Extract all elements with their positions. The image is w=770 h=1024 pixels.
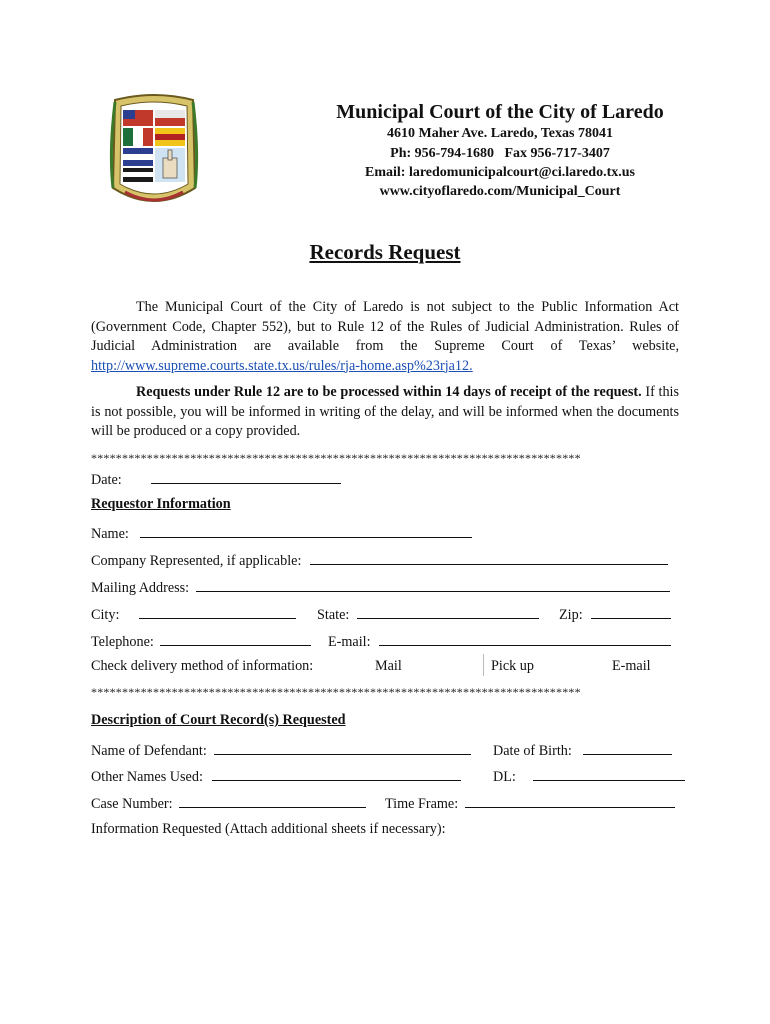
company-row [91, 550, 668, 570]
intro-text: The Municipal Court of the City of Laredo is not subject to the Public Information Act (Government Code, Chapter 552), but to Rule 12 of the Rules of Judicial Administration. Rules of Judicial Administration are available from the Supreme Court of Texas’ website, [91, 299, 679, 354]
mailing-row [91, 577, 670, 597]
records-heading: Description of Court Record(s) Requested [91, 712, 346, 728]
dob-label: Date of Birth: [493, 743, 572, 759]
state-field[interactable] [357, 604, 539, 619]
state-row [317, 604, 539, 624]
court-website: www.cityoflaredo.com/Municipal_Court [379, 184, 621, 199]
separator-line-2: ******************************************************************************* [91, 685, 581, 699]
notice-rest: If this is not possible, you will be informed in writing of the delay, and will be informed when the documents will be produced or a copy provided. [91, 384, 680, 439]
intro-paragraph [91, 298, 679, 376]
date-field[interactable] [151, 469, 341, 484]
zip-label: Zip: [559, 607, 583, 623]
mailing-label: Mailing Address: [91, 580, 190, 596]
name-row [91, 523, 472, 543]
email-row [328, 631, 671, 651]
telephone-row [91, 631, 311, 651]
court-name: Municipal Court of the City of Laredo [336, 101, 664, 123]
city-label: City: [91, 607, 120, 623]
court-address: 4610 Maher Ave. Laredo, Texas 78041 [387, 126, 613, 141]
dl-label: DL: [493, 769, 516, 785]
date-label: Date: [91, 472, 122, 488]
notice-paragraph [91, 383, 679, 442]
email-label: E-mail: [328, 634, 371, 650]
requestor-heading: Requestor Information [91, 496, 231, 512]
court-email: Email: laredomunicipalcourt@ci.laredo.tx.us [365, 165, 635, 180]
other-names-field[interactable] [212, 766, 461, 781]
delivery-option-email[interactable]: E-mail [612, 658, 651, 674]
company-label: Company Represented, if applicable: [91, 553, 302, 569]
city-row [91, 604, 296, 624]
city-seal-logo [107, 92, 201, 208]
separator-line: ******************************************************************************* [91, 451, 581, 465]
email-field[interactable] [379, 631, 671, 646]
zip-row [559, 604, 671, 624]
notice-bold: Requests under Rule 12 are to be processed within 14 days of receipt of the request. [136, 384, 642, 400]
delivery-divider [483, 654, 484, 676]
name-label: Name: [91, 526, 129, 542]
rules-link[interactable]: http://www.supreme.courts.state.tx.us/rules/rja-home.asp%23rja12. [91, 357, 473, 374]
other-names-label: Other Names Used: [91, 769, 203, 785]
dob-field[interactable] [583, 740, 672, 755]
dl-field[interactable] [533, 766, 685, 781]
city-field[interactable] [139, 604, 296, 619]
date-row [91, 469, 341, 489]
case-number-label: Case Number: [91, 796, 173, 812]
delivery-label: Check delivery method of information: [91, 658, 314, 674]
other-names-row [91, 766, 461, 786]
defendant-label: Name of Defendant: [91, 743, 207, 759]
dl-row [493, 766, 685, 786]
delivery-option-pickup[interactable]: Pick up [491, 658, 534, 674]
mailing-field[interactable] [196, 577, 670, 592]
case-number-field[interactable] [179, 793, 366, 808]
court-phone-fax: Ph: 956-794-1680 Fax 956-717-3407 [390, 146, 610, 161]
telephone-field[interactable] [160, 631, 311, 646]
dob-row [493, 740, 672, 760]
name-field[interactable] [140, 523, 472, 538]
case-number-row [91, 793, 366, 813]
telephone-label: Telephone: [91, 634, 154, 650]
info-requested-label: Information Requested (Attach additional sheets if necessary): [91, 821, 446, 837]
document-title: Records Request [309, 240, 461, 264]
time-frame-field[interactable] [465, 793, 675, 808]
time-frame-label: Time Frame: [385, 796, 459, 812]
zip-field[interactable] [591, 604, 671, 619]
defendant-row [91, 740, 471, 760]
defendant-field[interactable] [214, 740, 471, 755]
company-field[interactable] [310, 550, 668, 565]
state-label: State: [317, 607, 350, 623]
time-frame-row [385, 793, 675, 813]
delivery-option-mail[interactable]: Mail [375, 658, 402, 674]
